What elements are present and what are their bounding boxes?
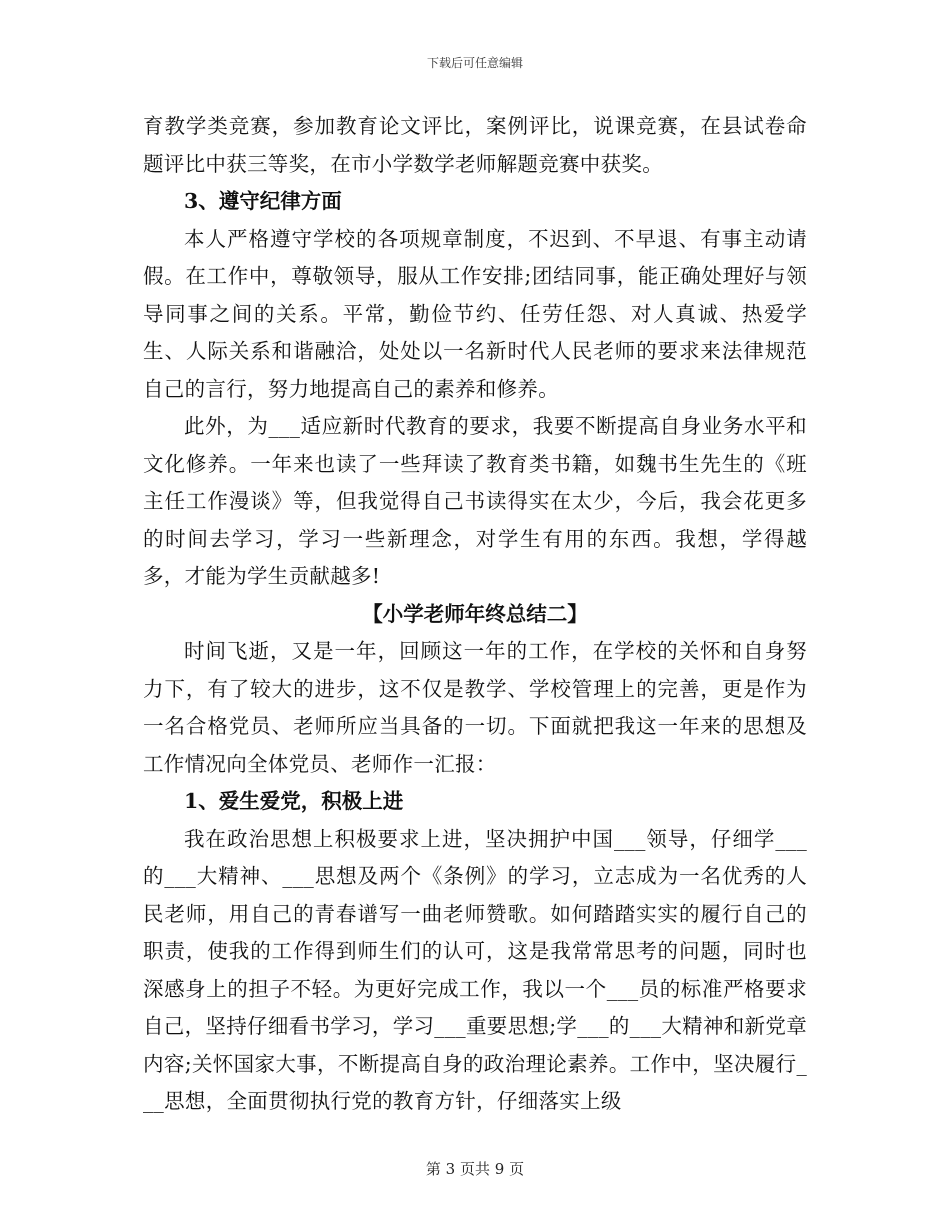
paragraph-discipline: 本人严格遵守学校的各项规章制度，不迟到、不早退、有事主动请假。在工作中，尊敬领导，服从工作安排;团结同事，能正确处理好与领导同事之间的关系。平常，勤俭节约、任劳任怨、对人真诚、热爱学生、人际关系和谐融洽，处处以一名新时代人民老师的要求来法律规范自己的言行，努力地提高自己的素养和修养。: [143, 226, 807, 401]
section-heading-love-party: 1、爱生爱党，积极上进: [184, 789, 404, 813]
paragraph-self-improvement: 此外，为___适应新时代教育的要求，我要不断提高自身业务水平和文化修养。一年来也读了一些拜读了教育类书籍，如魏书生先生的《班主任工作漫谈》等，但我觉得自己书读得实在太少，今后，我会花更多的时间去学习，学习一些新理念，对学生有用的东西。我想，学得越多，才能为学生贡献越多!: [143, 414, 807, 588]
summary-two-title: 【小学老师年终总结二】: [362, 601, 588, 626]
paragraph-continuation: 育教学类竞赛，参加教育论文评比，案例评比，说课竞赛，在县试卷命题评比中获三等奖，在市小学数学老师解题竞赛中获奖。: [143, 114, 807, 176]
document-body: [143, 108, 807, 1121]
page-header: 下载后可任意编辑: [426, 56, 523, 70]
page-number: 第 3 页共 9 页: [425, 1160, 525, 1178]
paragraph-intro: 时间飞逝，又是一年，回顾这一年的工作，在学校的关怀和自身努力下，有了较大的进步，这不仅是教学、学校管理上的完善，更是作为一名合格党员、老师所应当具备的一切。下面就把我这一年来的思想及工作情况向全体党员、老师作一汇报：: [143, 639, 807, 776]
section-heading-discipline: 3、遵守纪律方面: [184, 189, 342, 213]
paragraph-political-thought: 我在政治思想上积极要求上进，坚决拥护中国___领导，仔细学___的___大精神、___思想及两个《条例》的学习，立志成为一名优秀的人民老师，用自己的青春谱写一曲老师赞歌。如何踏踏实实的履行自己的职责，使我的工作得到师生们的认可，这是我常常思考的问题，同时也深感身上的担子不轻。为更好完成工作，我以一个___员的标准严格要求自己，坚持仔细看书学习，学习___重要思想;学___的___大精神和新党章内容;关怀国家大事，不断提高自身的政治理论素养。工作中，坚决履行___思想，全面贯彻执行党的教育方针，仔细落实上级: [143, 826, 807, 1113]
